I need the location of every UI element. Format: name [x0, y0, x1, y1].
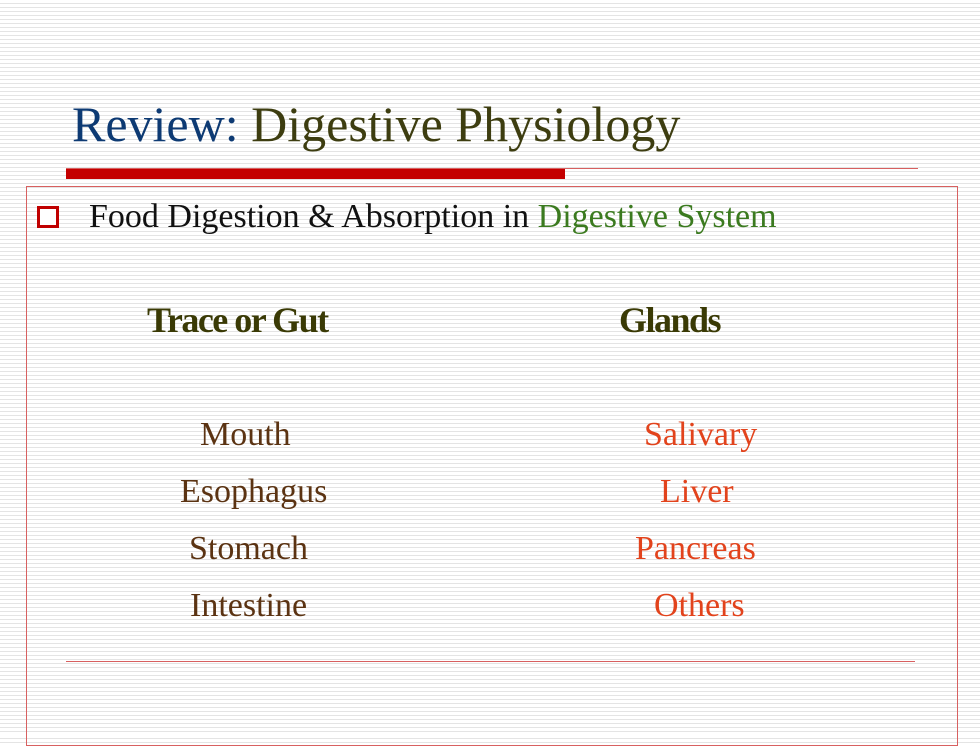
left-item-intestine: Intestine	[190, 587, 308, 624]
left-item-mouth: Mouth	[200, 416, 291, 453]
right-item-liver: Liver	[660, 473, 734, 510]
title-prefix: Review:	[72, 96, 252, 152]
bullet-text	[89, 197, 777, 237]
bullet-text-plain: Food Digestion & Absorption in	[89, 198, 538, 235]
title-underline-accent	[66, 169, 565, 179]
right-item-salivary: Salivary	[644, 416, 758, 453]
left-item-stomach: Stomach	[189, 530, 308, 567]
left-column-heading: Trace or Gut	[147, 300, 328, 340]
content-frame	[26, 186, 958, 746]
slide-title	[72, 92, 680, 156]
bottom-divider	[66, 661, 915, 662]
left-item-esophagus: Esophagus	[180, 473, 328, 510]
hollow-square-bullet-icon	[37, 206, 59, 228]
right-item-others: Others	[654, 587, 745, 624]
title-main: Digestive Physiology	[251, 96, 681, 152]
right-item-pancreas: Pancreas	[635, 530, 756, 567]
right-column-heading: Glands	[619, 300, 721, 340]
bullet-text-highlight: Digestive System	[537, 198, 777, 235]
